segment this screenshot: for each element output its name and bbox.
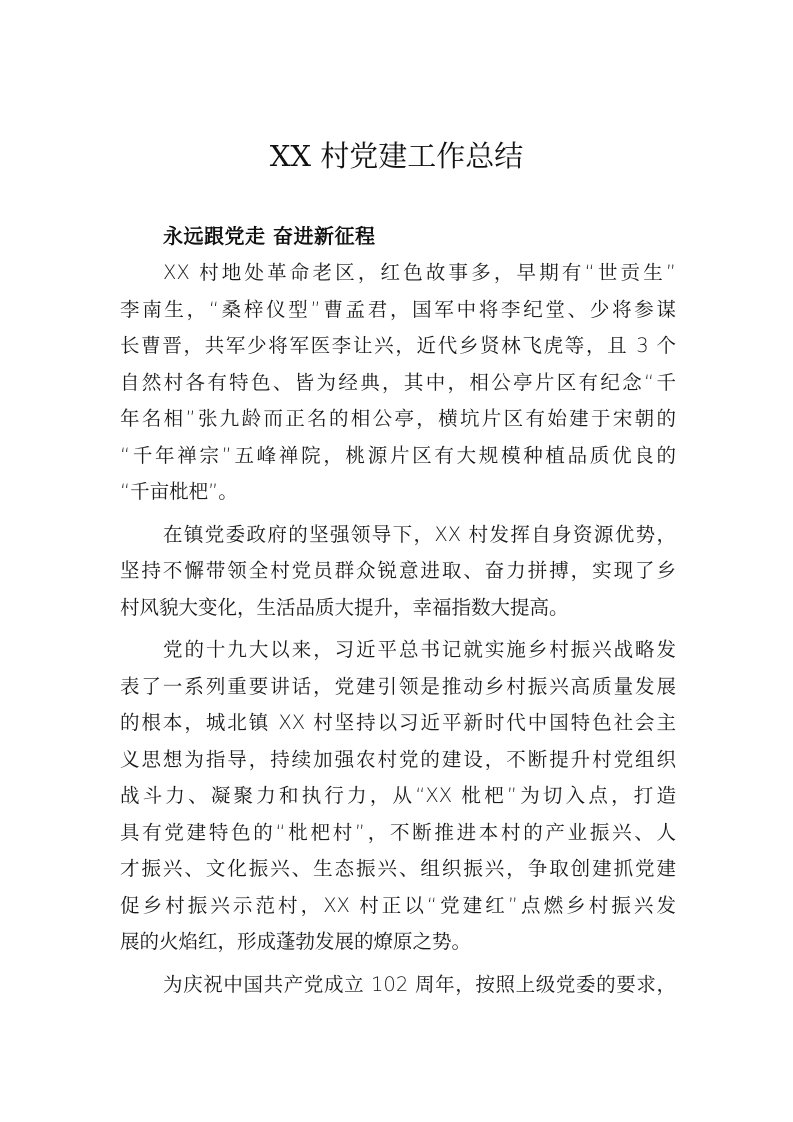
paragraph-line: 年名相”张九龄而正名的相公亭，横坑片区有始建于宋朝的 bbox=[120, 407, 676, 430]
paragraph-line: 在镇党委政府的坚强领导下，XX 村发挥自身资源优势， bbox=[163, 522, 676, 546]
paragraph-line: 才振兴、文化振兴、生态振兴、组织振兴，争取创建抓党建 bbox=[120, 857, 676, 880]
paragraph-history bbox=[120, 255, 676, 511]
paragraph-line: 表了一系列重要讲话，党建引领是推动乡村振兴高质量发展 bbox=[120, 674, 676, 698]
section-heading: 永远跟党走 奋进新征程 bbox=[163, 224, 376, 248]
document-body bbox=[120, 255, 676, 1003]
paragraph-line: 自然村各有特色、皆为经典，其中，相公亭片区有纪念“千 bbox=[120, 370, 676, 394]
paragraph-line: 的根本，城北镇 XX 村坚持以习近平新时代中国特色社会主 bbox=[120, 711, 676, 734]
paragraph-line: 党的十九大以来，习近平总书记就实施乡村振兴战略发 bbox=[163, 638, 676, 661]
paragraph-line: 长曹晋，共军少将军医李让兴，近代乡贤林飞虎等，且 3 个 bbox=[120, 334, 676, 357]
paragraph-line: 战斗力、凝聚力和执行力，从“XX 枇杷”为切入点，打造 bbox=[120, 784, 676, 807]
paragraph-line: 具有党建特色的“枇杷村”，不断推进本村的产业振兴、人 bbox=[120, 820, 676, 844]
paragraph-line: XX 村地处革命老区，红色故事多，早期有“世贡生” bbox=[163, 261, 676, 284]
paragraph-line: 李南生，“桑梓仪型”曹孟君，国军中将李纪堂、少将参谋 bbox=[120, 297, 676, 321]
paragraph-revitalization bbox=[120, 632, 676, 961]
paragraph-line: 村风貌大变化，生活品质大提升，幸福指数大提高。 bbox=[120, 595, 569, 619]
paragraph-line: 促乡村振兴示范村，XX 村正以“党建红”点燃乡村振兴发 bbox=[120, 893, 676, 917]
paragraph-line: 义思想为指导，持续加强农村党的建设，不断提升村党组织 bbox=[120, 747, 676, 771]
document-title: XX 村党建工作总结 bbox=[269, 139, 524, 173]
paragraph-leadership bbox=[120, 517, 676, 627]
paragraph-anniversary bbox=[120, 967, 676, 1004]
paragraph-line: 为庆祝中国共产党成立 102 周年，按照上级党委的要求， bbox=[163, 972, 676, 996]
paragraph-line: “千年禅宗”五峰禅院，桃源片区有大规模种植品质优良的 bbox=[120, 443, 676, 467]
paragraph-line: 坚持不懈带领全村党员群众锐意进取、奋力拼搏，实现了乡 bbox=[120, 559, 676, 582]
paragraph-line: “千亩枇杷”。 bbox=[120, 480, 238, 503]
paragraph-line: 展的火焰红，形成蓬勃发展的燎原之势。 bbox=[120, 930, 472, 953]
